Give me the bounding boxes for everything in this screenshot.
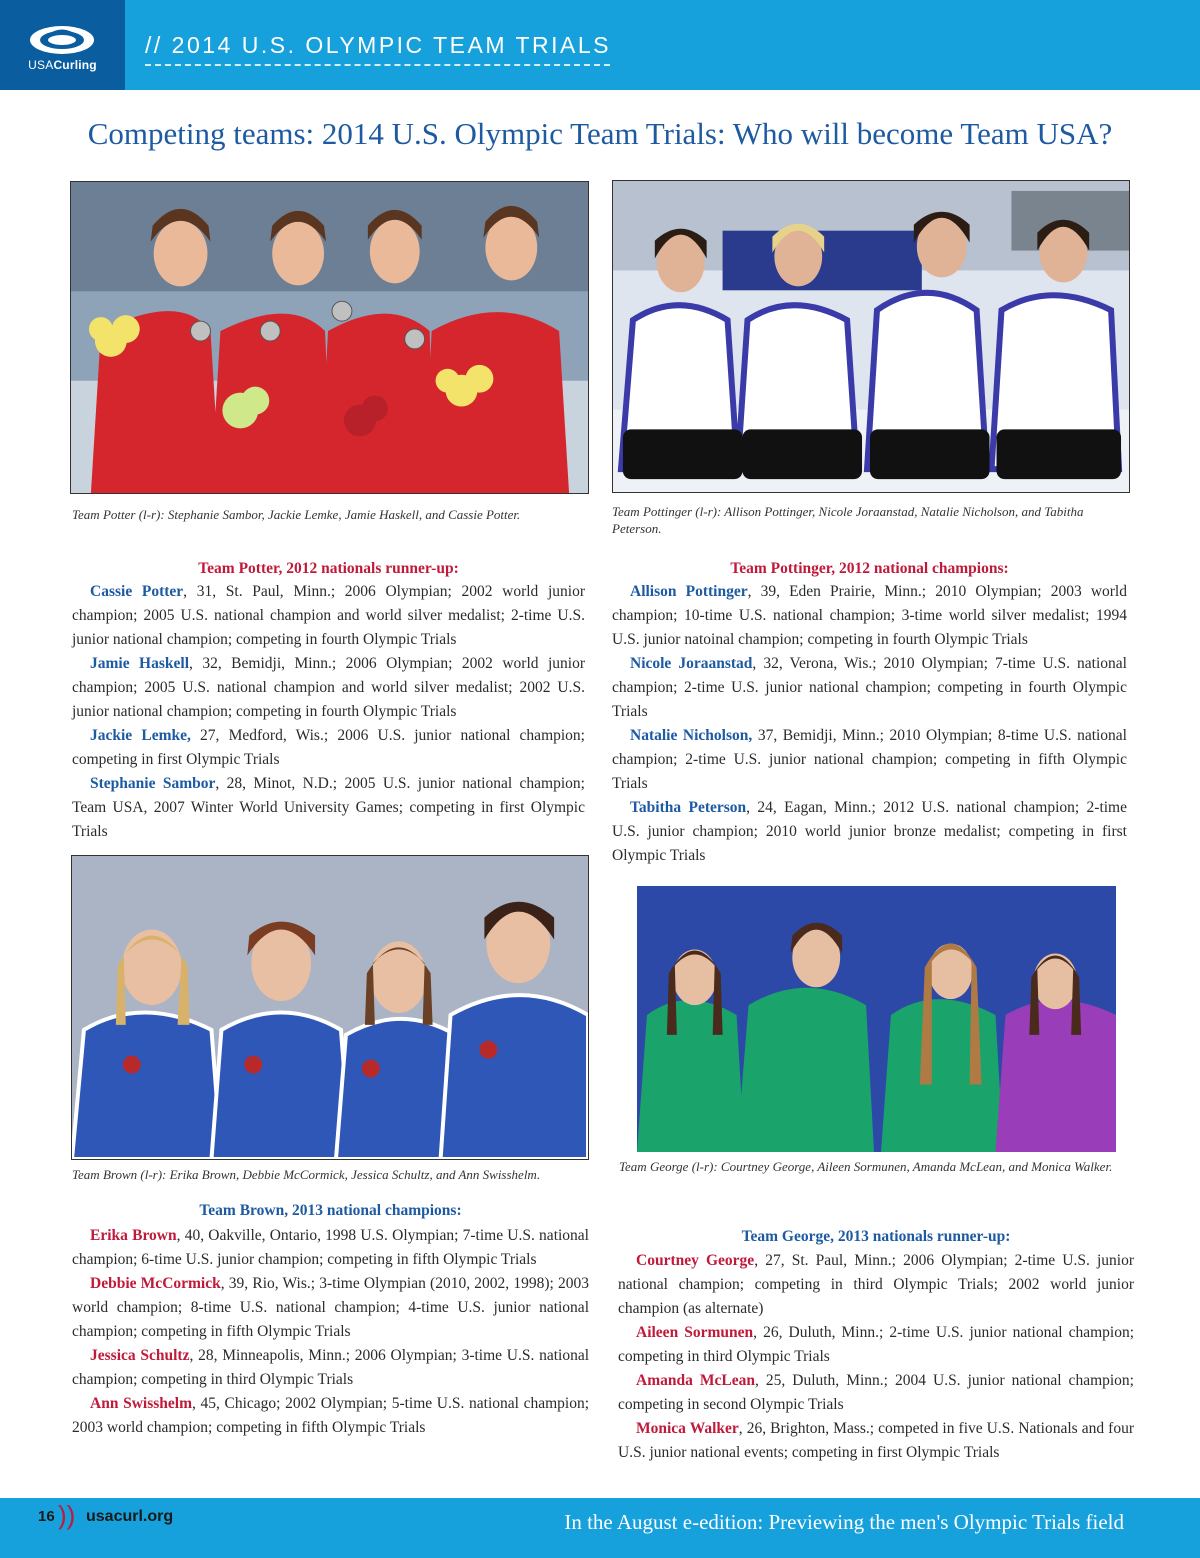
list-item: Erika Brown, 40, Oakville, Ontario, 1998 U.S. Olympian; 7-time U.S. national champion; 6-time U.S. junior champion; competing in fifth Olympic Trials	[72, 1227, 589, 1268]
list-item: Jackie Lemke, 27, Medford, Wis.; 2006 U.S. junior national champion; competing in first Olympic Trials	[72, 727, 585, 768]
logo-wordmark: USACurling	[28, 58, 97, 72]
team-pottinger-caption: Team Pottinger (l-r): Allison Pottinger, Nicole Joraanstad, Natalie Nicholson, and Tabitha Peterson.	[612, 504, 1084, 536]
page-number: 16	[38, 1508, 55, 1525]
team-george-bios	[618, 1249, 1134, 1465]
list-item: Amanda McLean, 25, Duluth, Minn.; 2004 U.S. junior national champion; competing in second Olympic Trials	[618, 1372, 1134, 1413]
list-item: Debbie McCormick, 39, Rio, Wis.; 3-time Olympian (2010, 2002, 1998); 2003 world champion; 8-time U.S. national champion; 4-time U.S. junior national champion; competing in fifth Olympic Trials	[72, 1275, 589, 1340]
team-george-photo	[636, 885, 1117, 1153]
list-item: Nicole Joraanstad, 32, Verona, Wis.; 2010 Olympian; 7-time U.S. national champion; 2-time U.S. junior national champion; competing in fourth Olympic Trials	[612, 655, 1127, 720]
list-item: Stephanie Sambor, 28, Minot, N.D.; 2005 U.S. junior national champion; Team USA, 2007 Winter World University Games; competing in first Olympic Trials	[72, 775, 585, 840]
list-item: Ann Swisshelm, 45, Chicago; 2002 Olympian; 5-time U.S. national champion; 2003 world champion; competing in fifth Olympic Trials	[72, 1395, 589, 1436]
team-brown-heading: Team Brown, 2013 national champions:	[199, 1202, 462, 1219]
section-title: // 2014 U.S. OLYMPIC TEAM TRIALS	[145, 32, 612, 58]
site-link[interactable]: usacurl.org	[86, 1508, 174, 1525]
team-pottinger-bios	[612, 580, 1127, 868]
team-pottinger-heading: Team Pottinger, 2012 national champions:	[730, 560, 1009, 577]
team-pottinger-photo	[612, 180, 1130, 493]
list-item: Courtney George, 27, St. Paul, Minn.; 2006 Olympian; 2-time U.S. junior national champion; competing in third Olympic Trials; 2002 world junior champion (as alternate)	[618, 1252, 1134, 1317]
list-item: Cassie Potter, 31, St. Paul, Minn.; 2006 Olympian; 2002 world junior champion; 2005 U.S. national champion and world silver medalist; 2-time U.S. junior national champion; competing in fourth Olympic Trials	[72, 583, 585, 648]
team-potter-caption: Team Potter (l-r): Stephanie Sambor, Jackie Lemke, Jamie Haskell, and Cassie Potter.	[72, 507, 521, 522]
footer-promo: In the August e-edition: Previewing the men's Olympic Trials field	[564, 1510, 1124, 1534]
team-potter-photo	[70, 181, 589, 494]
team-brown-bios	[72, 1224, 589, 1440]
team-brown-photo	[71, 855, 589, 1160]
team-george-caption: Team George (l-r): Courtney George, Aileen Sormunen, Amanda McLean, and Monica Walker.	[619, 1159, 1113, 1174]
list-item: Tabitha Peterson, 24, Eagan, Minn.; 2012 U.S. national champion; 2-time U.S. junior champion; 2010 world junior bronze medalist; competing in first Olympic Trials	[612, 799, 1127, 864]
team-george-heading: Team George, 2013 nationals runner-up:	[741, 1228, 1011, 1245]
curling-stone-icon	[28, 20, 96, 56]
list-item: Natalie Nicholson, 37, Bemidji, Minn.; 2010 Olympian; 8-time U.S. national champion; 2-time U.S. junior national champion; competing in fifth Olympic Trials	[612, 727, 1127, 792]
list-item: Aileen Sormunen, 26, Duluth, Minn.; 2-time U.S. junior national champion; competing in third Olympic Trials	[618, 1324, 1134, 1365]
team-potter-heading: Team Potter, 2012 nationals runner-up:	[198, 560, 459, 577]
page-title: Competing teams: 2014 U.S. Olympic Team Trials: Who will become Team USA?	[87, 116, 1113, 151]
list-item: Monica Walker, 26, Brighton, Mass.; competed in five U.S. Nationals and four U.S. junior national events; competing in first Olympic Trials	[618, 1420, 1134, 1461]
team-brown-caption: Team Brown (l-r): Erika Brown, Debbie McCormick, Jessica Schultz, and Ann Swisshelm.	[72, 1167, 541, 1182]
list-item: Allison Pottinger, 39, Eden Prairie, Minn.; 2010 Olympian; 2003 world champion; 10-time U.S. national champion; 3-time world silver medalist; 1994 U.S. junior natoinal champion; competing in fourth Olympic Trials	[612, 583, 1127, 648]
page-separator-icon: ))	[58, 1500, 76, 1530]
usa-curling-logo[interactable]	[0, 0, 125, 90]
list-item: Jessica Schultz, 28, Minneapolis, Minn.; 2006 Olympian; 3-time U.S. national champion; competing in third Olympic Trials	[72, 1347, 590, 1388]
header-divider	[145, 64, 610, 66]
team-potter-bios	[72, 580, 585, 844]
list-item: Jamie Haskell, 32, Bemidji, Minn.; 2006 Olympian; 2002 world junior champion; 2005 U.S. national champion and world silver medalist; 2002 U.S. junior national champion; competing in fourth Olympic Trials	[72, 655, 585, 720]
